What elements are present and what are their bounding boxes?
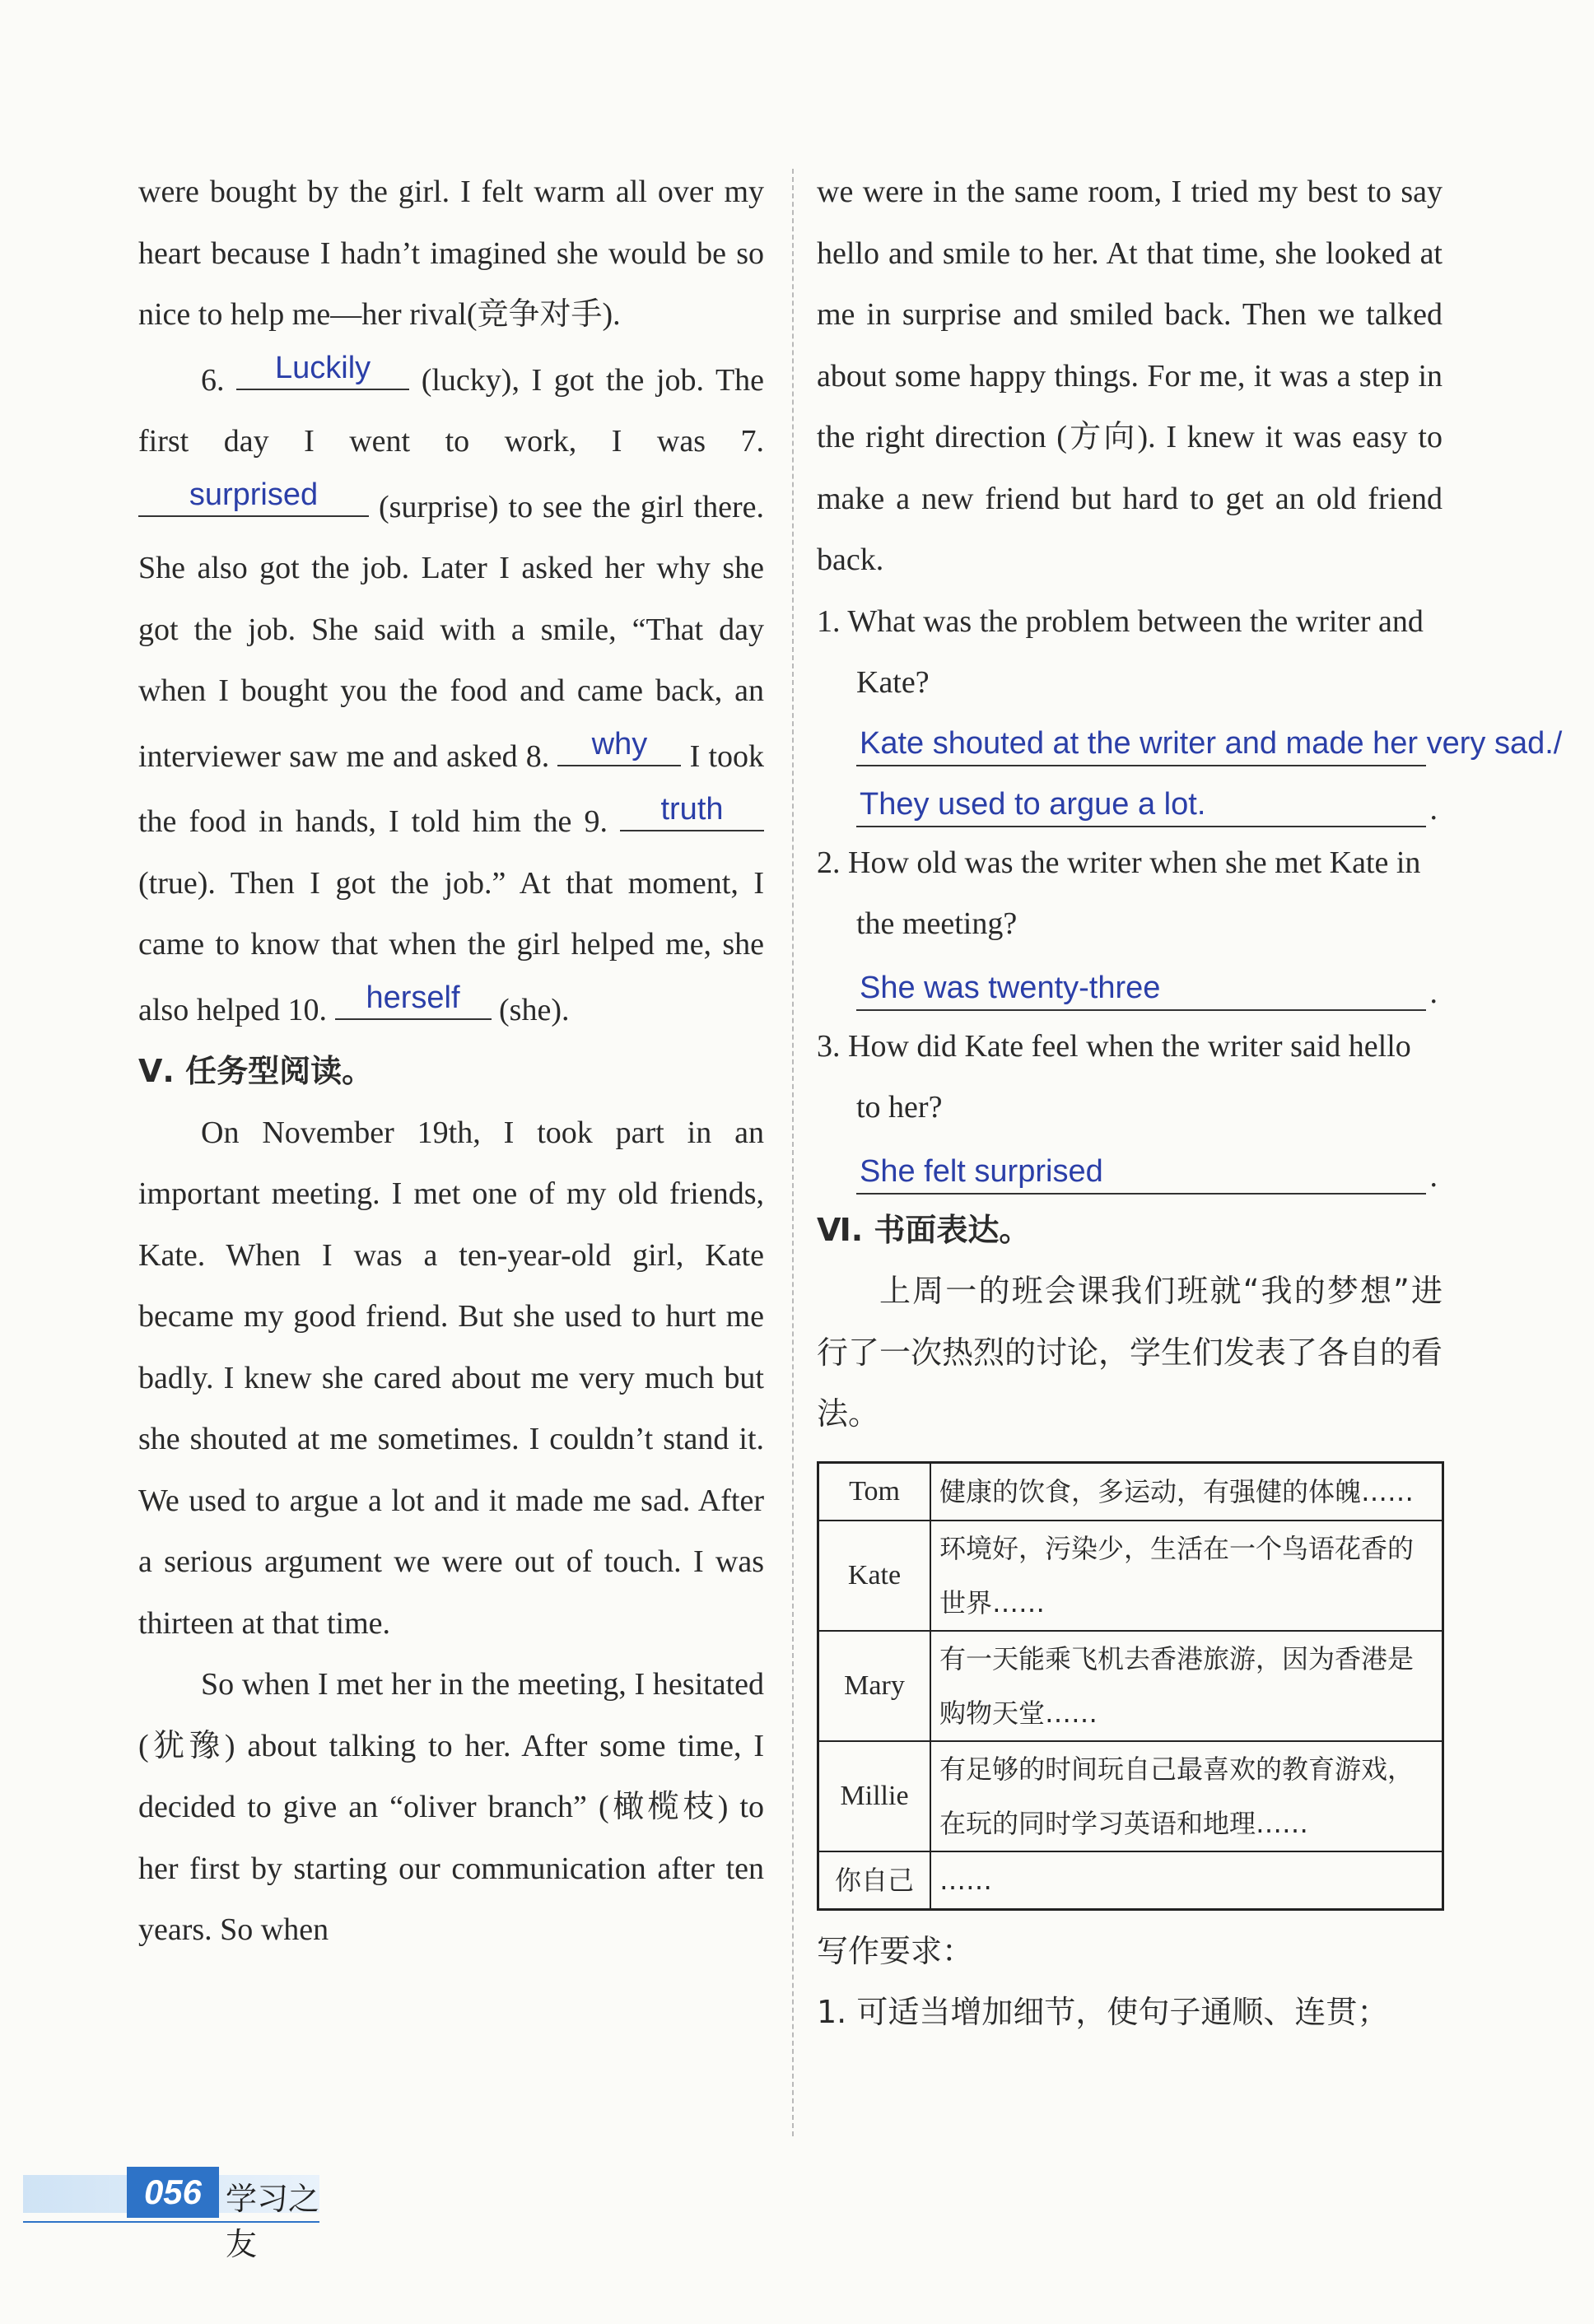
- blank-9[interactable]: [620, 787, 764, 831]
- text-segment-5: (she).: [499, 992, 570, 1027]
- blank-6[interactable]: [236, 346, 409, 390]
- answer-1b: They used to argue a lot.: [860, 786, 1206, 822]
- student-name: Millie: [818, 1741, 931, 1851]
- question-3: 3. How did Kate feel when the writer said hello to her?: [817, 1028, 1411, 1125]
- reading-paragraph-3: we were in the same room, I tried my best to say hello and smile to her. At that time, she looked at me in surprise and smiled back. Then we talked about some happy things. For me, it was a step in the right direction (方向). I knew it was easy to make a new friend but hard to get an old friend back.: [817, 175, 1443, 577]
- underline: [856, 1009, 1426, 1011]
- underline: [856, 1193, 1426, 1195]
- page-footer: [23, 2167, 320, 2262]
- page-number: 056: [127, 2167, 219, 2218]
- text-segment-4: (true). Then I got the job.” At that moment, I came to know that when the girl helped me, she also helped: [138, 865, 764, 1027]
- dream-table: [817, 1461, 1444, 1911]
- answer-line-1a[interactable]: [856, 714, 1563, 771]
- underline: [856, 826, 1426, 827]
- answer-7: surprised: [189, 477, 319, 512]
- answer-line-2[interactable]: [856, 955, 1438, 1016]
- column-divider: [792, 169, 794, 2136]
- blank-10[interactable]: [335, 976, 492, 1020]
- answer-10: herself: [366, 980, 460, 1015]
- period: .: [1429, 1158, 1438, 1194]
- book-brand: 学习之友: [226, 2181, 320, 2262]
- writing-intro: 上周一的班会课我们班就“我的梦想”进行了一次热烈的讨论，学生们发表了各自的看法。: [817, 1273, 1443, 1432]
- table-row: [818, 1462, 1443, 1521]
- underline: [856, 765, 1426, 766]
- student-dream: 有一天能乘飞机去香港旅游，因为香港是购物天堂……: [930, 1631, 1443, 1741]
- student-dream: ……: [930, 1851, 1443, 1910]
- left-column: [138, 161, 764, 1961]
- blank-8[interactable]: [557, 722, 681, 766]
- requirement-1: 1. 可适当增加细节，使句子通顺、连贯；: [817, 1994, 1389, 2030]
- blank-number-9: 9.: [584, 804, 608, 839]
- period: .: [1429, 791, 1438, 827]
- text-segment-2: (surprise) to see the girl there. She also got the job. Later I asked her why she got the job. She said with a smile, “That day when I bought you the food and came back, an interviewer saw me and asked: [138, 489, 764, 774]
- answer-line-1b[interactable]: [856, 771, 1438, 832]
- right-column: [817, 161, 1563, 2043]
- student-name: Kate: [818, 1521, 931, 1631]
- table-row: [818, 1631, 1443, 1741]
- blank-number-10: 10.: [287, 992, 328, 1027]
- answer-1a: Kate shouted at the writer and made her very sad./: [860, 725, 1563, 761]
- blank-number-6: 6.: [201, 362, 225, 398]
- period: .: [1429, 975, 1438, 1010]
- student-name: Tom: [818, 1462, 931, 1521]
- student-dream: 健康的饮食，多运动，有强健的体魄……: [930, 1462, 1443, 1521]
- reading-paragraph-2: So when I met her in the meeting, I hesitated (犹豫) about talking to her. After some time, I decided to give an “oliver branch” (橄榄枝) to her first by starting our communication after ten years. So when: [138, 1667, 764, 1947]
- section-6-heading: Ⅵ. 书面表达。: [817, 1211, 1031, 1248]
- answer-line-3[interactable]: [856, 1139, 1438, 1199]
- student-dream: 环境好，污染少，生活在一个鸟语花香的世界……: [930, 1521, 1443, 1631]
- answer-2: She was twenty-three: [860, 970, 1161, 1005]
- reading-paragraph-1: On November 19th, I took part in an important meeting. I met one of my old friends, Kate. When I was a ten-year-old girl, Kate became my good friend. But she used to hurt me badly. I knew she cared about me very much but she shouted at me sometimes. I couldn’t stand it. We used to argue a lot and it made me sad. After a serious argument we were out of touch. I was thirteen at that time.: [138, 1115, 764, 1641]
- table-row: [818, 1741, 1443, 1851]
- question-1: 1. What was the problem between the writer and Kate?: [817, 603, 1424, 700]
- answer-9: truth: [660, 792, 724, 827]
- table-row: [818, 1521, 1443, 1631]
- blank-7[interactable]: [138, 473, 369, 517]
- question-2: 2. How old was the writer when she met Kate in the meeting?: [817, 845, 1421, 941]
- paragraph-rival: were bought by the girl. I felt warm all over my heart because I hadn’t imagined she would be so nice to help me—her rival(竞争对手).: [138, 175, 764, 332]
- student-name: Mary: [818, 1631, 931, 1741]
- student-name: 你自己: [818, 1851, 931, 1910]
- section-5-heading: Ⅴ. 任务型阅读。: [138, 1053, 374, 1089]
- answer-3: She felt surprised: [860, 1153, 1103, 1189]
- text-segment-3: I took the food in hands, I told him the: [138, 738, 765, 839]
- blank-number-7: 7.: [740, 424, 764, 459]
- paragraph-job: [138, 346, 764, 1041]
- text-segment-1: (lucky), I got the job. The first day I went to work, I was: [138, 362, 765, 459]
- answer-8: why: [591, 726, 648, 761]
- student-dream: 有足够的时间玩自己最喜欢的教育游戏，在玩的同时学习英语和地理……: [930, 1741, 1443, 1851]
- footer-underline: [23, 2221, 319, 2223]
- table-row: [818, 1851, 1443, 1910]
- answer-6: Luckily: [275, 350, 371, 385]
- blank-number-8: 8.: [525, 738, 550, 774]
- requirements-title: 写作要求：: [817, 1932, 974, 1969]
